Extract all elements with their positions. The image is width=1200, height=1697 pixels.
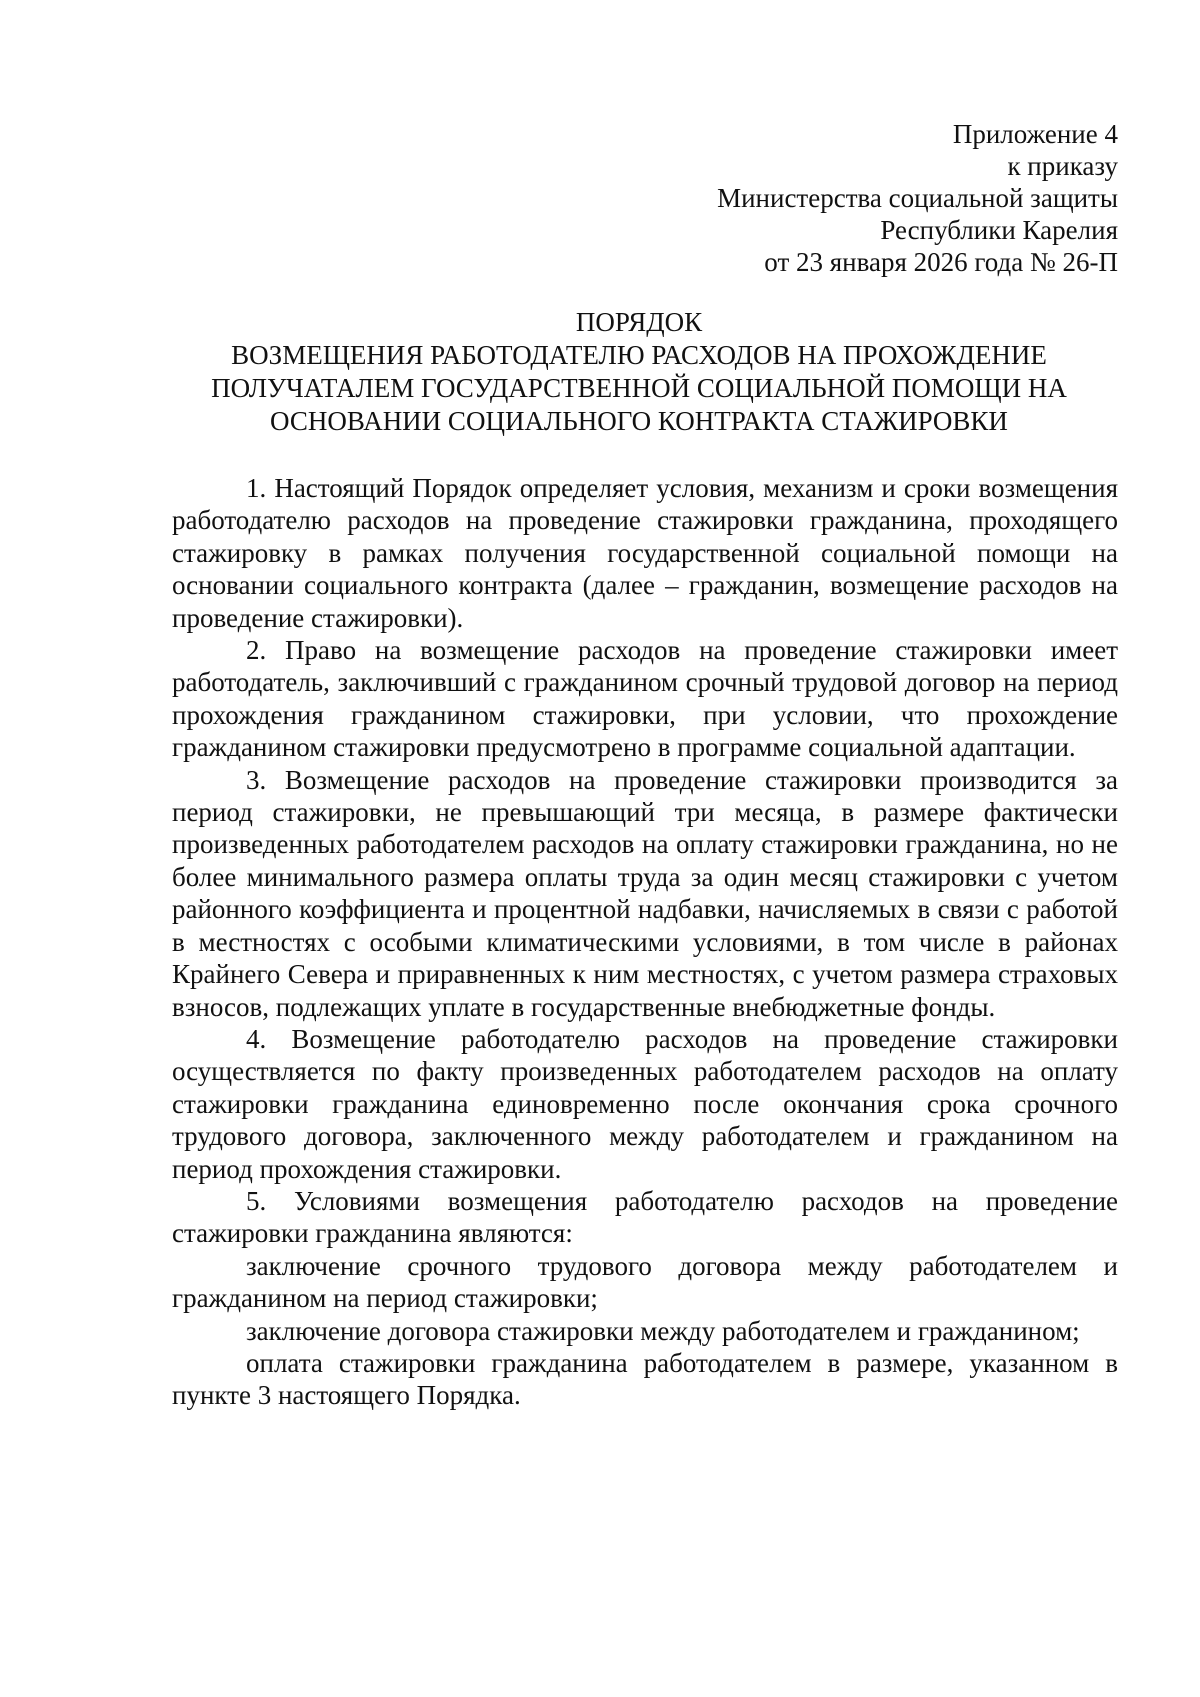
annex-line-4: Республики Карелия: [880, 215, 1118, 245]
condition-item-2: заключение договора стажировки между работодателем и гражданином;: [246, 1315, 1080, 1346]
paragraph-5: 5. Условиями возмещения работодателю расходов на проведение стажировки гражданина являются:: [172, 1185, 1118, 1249]
annex-line-2: к приказу: [1007, 151, 1118, 181]
title-line-3: ОСНОВАНИИ СОЦИАЛЬНОГО КОНТРАКТА СТАЖИРОВКИ: [270, 406, 1008, 436]
condition-item-3: оплата стажировки гражданина работодателем в размере, указанном в пункте 3 настоящего Порядка.: [172, 1347, 1118, 1411]
paragraph-3: 3. Возмещение расходов на проведение стажировки производится за период стажировки, не превышающий три месяца, в размере фактически произведенных работодателем расходов на оплату стажировки гражданина, но не более минимального размера оплаты труда за один месяц стажировки с учетом районного коэффициента и процентной надбавки, начисляемых в связи с работой в местностях с особыми климатическими условиями, в том числе в районах Крайнего Севера и приравненных к ним местностях, с учетом размера страховых взносов, подлежащих уплате в государственные внебюджетные фонды.: [172, 764, 1118, 1022]
annex-line-5: от 23 января 2026 года № 26-П: [764, 247, 1118, 277]
document-body: [172, 472, 1118, 1412]
annex-line-1: Приложение 4: [952, 119, 1118, 149]
document-title: [160, 306, 1118, 438]
paragraph-1: 1. Настоящий Порядок определяет условия, механизм и сроки возмещения работодателю расходов на проведение стажировки гражданина, проходящего стажировку в рамках получения государственной социальной помощи на основании социального контракта (далее – гражданин, возмещение расходов на проведение стажировки).: [172, 473, 1118, 633]
title-heading: ПОРЯДОК: [575, 307, 703, 337]
annex-line-3: Министерства социальной защиты: [717, 183, 1118, 213]
annex-reference: [717, 118, 1118, 278]
paragraph-4: 4. Возмещение работодателю расходов на проведение стажировки осуществляется по факту произведенных работодателем расходов на оплату стажировки гражданина единовременно после окончания срока срочного трудового договора, заключенного между работодателем и гражданином на период прохождения стажировки.: [172, 1023, 1118, 1184]
title-line-1: ВОЗМЕЩЕНИЯ РАБОТОДАТЕЛЮ РАСХОДОВ НА ПРОХОЖДЕНИЕ: [231, 340, 1047, 370]
condition-item-1: заключение срочного трудового договора между работодателем и гражданином на период стажировки;: [172, 1250, 1118, 1314]
paragraph-2: 2. Право на возмещение расходов на проведение стажировки имеет работодатель, заключивший с гражданином срочный трудовой договор на период прохождения гражданином стажировки, при условии, что прохождение гражданином стажировки предусмотрено в программе социальной адаптации.: [172, 635, 1118, 763]
title-line-2: ПОЛУЧАТАЛЕМ ГОСУДАРСТВЕННОЙ СОЦИАЛЬНОЙ ПОМОЩИ НА: [211, 373, 1067, 403]
